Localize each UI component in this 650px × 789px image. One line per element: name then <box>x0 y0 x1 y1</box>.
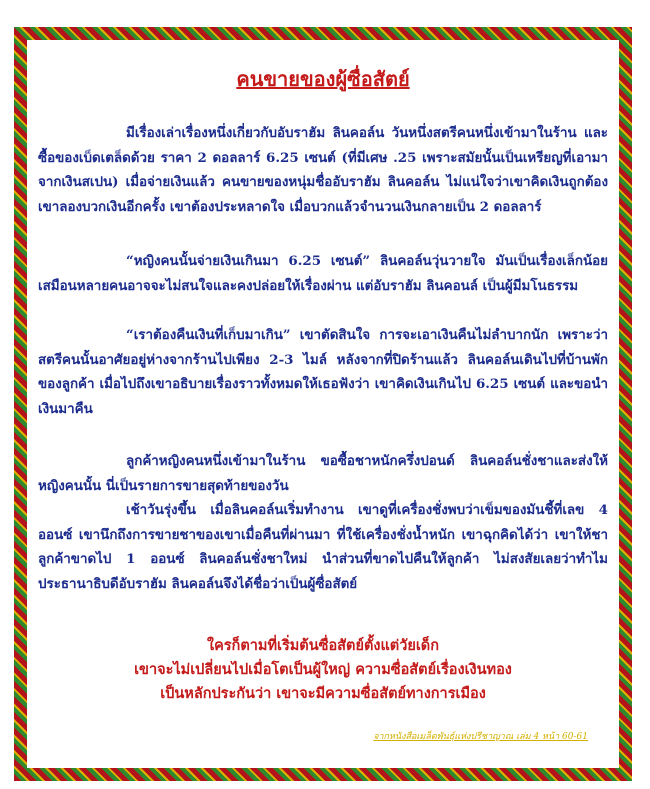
paragraph-2: “หญิงคนนั้นจ่ายเงินเกินมา 6.25 เซนต์” ลินคอล์นวุ่นวายใจ มันเป็นเรื่องเล็กน้อย เสมือนหลายคนอาจจะไม่สนใจและคงปล่อยให้เรื่องผ่าน แต่อับราฮัม ลินคอนล์ เป็นผู้มีมโนธรรม <box>38 253 608 294</box>
page-title: คนขายของผู้ซื่อสัตย์ <box>236 67 410 91</box>
verse-line-1: ใครก็ตามที่เริ่มต้นซื่อสัตย์ตั้งแต่วัยเด็ก <box>206 637 439 654</box>
paragraph-5: เช้าวันรุ่งขึ้น เมื่อลินคอล์นเริ่มทำงาน เขาดูที่เครื่องชั่งพบว่าเข็มของมันชี้ที่เลข 4 ออนซ์ เขานึกถึงการขายชาของเขาเมื่อคืนที่ผ่านมา ที่ใช้เครื่องชั่งน้ำหนัก เขาฉุกคิดได้ว่า เขาให้ชาลูกค้าขาดไป 1 ออนซ์ ลินคอล์นชั่งชาใหม่ นำส่วนที่ขาดไปคืนให้ลูกค้า ไม่สงสัยเลยว่าทำไมประธานาธิบดีอับราฮัม ลินคอล์นจึงได้ชื่อว่าเป็นผู้ซื่อสัตย์ <box>38 502 608 592</box>
paragraph-4: ลูกค้าหญิงคนหนึ่งเข้ามาในร้าน ขอซื้อชาหนักครึ่งปอนด์ ลินคอล์นชั่งชาและส่งให้หญิงคนนั้น นี่เป็นรายการขายสุดท้ายของวัน <box>38 453 608 494</box>
document-page <box>28 41 618 767</box>
verse-line-2: เขาจะไม่เปลี่ยนไปเมื่อโตเป็นผู้ใหญ่ ความซื่อสัตย์เรื่องเงินทอง <box>134 661 512 678</box>
paragraph-1: มีเรื่องเล่าเรื่องหนึ่งเกี่ยวกับอับราฮัม ลินคอล์น วันหนึ่งสตรีคนหนึ่งเข้ามาในร้าน และซื้อของเบ็ดเตล็ดด้วย ราคา 2 ดอลลาร์ 6.25 เซนต์ (ที่มีเศษ .25 เพราะสมัยนั้นเป็นเหรียญที่เอามาจากเงินสเปน) เมื่อจ่ายเงินแล้ว คนขายของหนุ่มชื่ออับราฮัม ลินคอล์น ไม่แน่ใจว่าเขาคิดเงินถูกต้อง เขาลองบวกเงินอีกครั้ง เขาต้องประหลาดใจ เมื่อบวกแล้วจำนวนเงินกลายเป็น 2 ดอลลาร์ <box>38 125 608 215</box>
paragraph-3: “เราต้องคืนเงินที่เก็บมาเกิน” เขาตัดสินใจ การจะเอาเงินคืนไม่ลำบากนัก เพราะว่าสตรีคนนั้นอาศัยอยู่ห่างจากร้านไปเพียง 2-3 ไมล์ หลังจากที่ปิดร้านแล้ว ลินคอล์นเดินไปที่บ้านพักของลูกค้า เมื่อไปถึงเขาอธิบายเรื่องราวทั้งหมดให้เธอฟังว่า เขาคิดเงินเกินไป 6.25 เซนต์ และขอนำเงินมาคืน <box>38 327 608 417</box>
verse-line-3: เป็นหลักประกันว่า เขาจะมีความซื่อสัตย์ทางการเมือง <box>160 685 486 702</box>
source-citation: จากหนังสือเมล็ดพันธุ์แห่งปรีชาญาณ เล่ม 4 หน้า 60-61 <box>373 732 588 742</box>
